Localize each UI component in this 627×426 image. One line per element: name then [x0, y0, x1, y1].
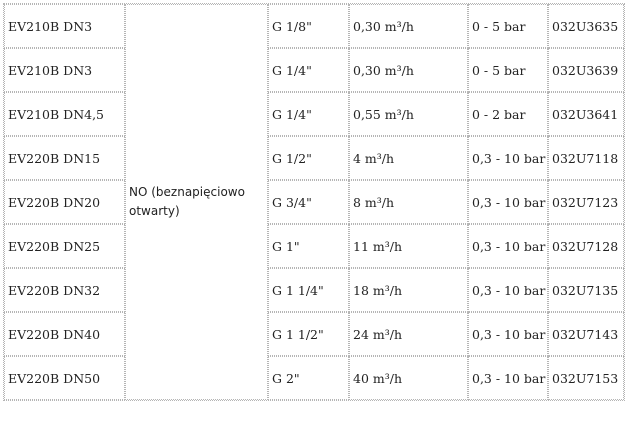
model-cell: EV220B DN40 — [4, 312, 125, 356]
table-row — [4, 136, 624, 180]
code-cell: 032U7123 — [548, 180, 624, 224]
flow-cell: 0,55 m³/h — [349, 92, 468, 136]
valve-mode-cell: NO (beznapięciowo otwarty) — [125, 4, 268, 400]
pressure-cell: 0,3 - 10 bar — [468, 180, 548, 224]
table-row — [4, 268, 624, 312]
code-cell: 032U3639 — [548, 48, 624, 92]
flow-cell: 24 m³/h — [349, 312, 468, 356]
code-cell: 032U3641 — [548, 92, 624, 136]
code-cell: 032U7135 — [548, 268, 624, 312]
code-cell: 032U7118 — [548, 136, 624, 180]
model-cell: EV220B DN50 — [4, 356, 125, 400]
connection-cell: G 1/2" — [268, 136, 349, 180]
pressure-cell: 0,3 - 10 bar — [468, 356, 548, 400]
connection-cell: G 1 1/2" — [268, 312, 349, 356]
model-cell: EV220B DN15 — [4, 136, 125, 180]
table-row — [4, 48, 624, 92]
flow-cell: 18 m³/h — [349, 268, 468, 312]
pressure-cell: 0 - 5 bar — [468, 4, 548, 48]
table-row — [4, 356, 624, 400]
model-cell: EV210B DN3 — [4, 48, 125, 92]
connection-cell: G 1/4" — [268, 48, 349, 92]
model-cell: EV210B DN4,5 — [4, 92, 125, 136]
flow-cell: 0,30 m³/h — [349, 4, 468, 48]
valve-spec-table-container — [3, 3, 625, 401]
model-cell: EV220B DN25 — [4, 224, 125, 268]
connection-cell: G 1/8" — [268, 4, 349, 48]
flow-cell: 40 m³/h — [349, 356, 468, 400]
pressure-cell: 0,3 - 10 bar — [468, 268, 548, 312]
connection-cell: G 1/4" — [268, 92, 349, 136]
model-cell: EV220B DN32 — [4, 268, 125, 312]
flow-cell: 4 m³/h — [349, 136, 468, 180]
model-cell: EV210B DN3 — [4, 4, 125, 48]
pressure-cell: 0,3 - 10 bar — [468, 224, 548, 268]
connection-cell: G 1 1/4" — [268, 268, 349, 312]
pressure-cell: 0 - 5 bar — [468, 48, 548, 92]
code-cell: 032U3635 — [548, 4, 624, 48]
table-row — [4, 180, 624, 224]
flow-cell: 0,30 m³/h — [349, 48, 468, 92]
connection-cell: G 1" — [268, 224, 349, 268]
code-cell: 032U7128 — [548, 224, 624, 268]
connection-cell: G 2" — [268, 356, 349, 400]
code-cell: 032U7143 — [548, 312, 624, 356]
pressure-cell: 0 - 2 bar — [468, 92, 548, 136]
table-row — [4, 4, 624, 48]
flow-cell: 11 m³/h — [349, 224, 468, 268]
table-row — [4, 224, 624, 268]
pressure-cell: 0,3 - 10 bar — [468, 136, 548, 180]
code-cell: 032U7153 — [548, 356, 624, 400]
connection-cell: G 3/4" — [268, 180, 349, 224]
table-row — [4, 312, 624, 356]
pressure-cell: 0,3 - 10 bar — [468, 312, 548, 356]
flow-cell: 8 m³/h — [349, 180, 468, 224]
model-cell: EV220B DN20 — [4, 180, 125, 224]
valve-spec-table — [3, 3, 625, 401]
table-row — [4, 92, 624, 136]
